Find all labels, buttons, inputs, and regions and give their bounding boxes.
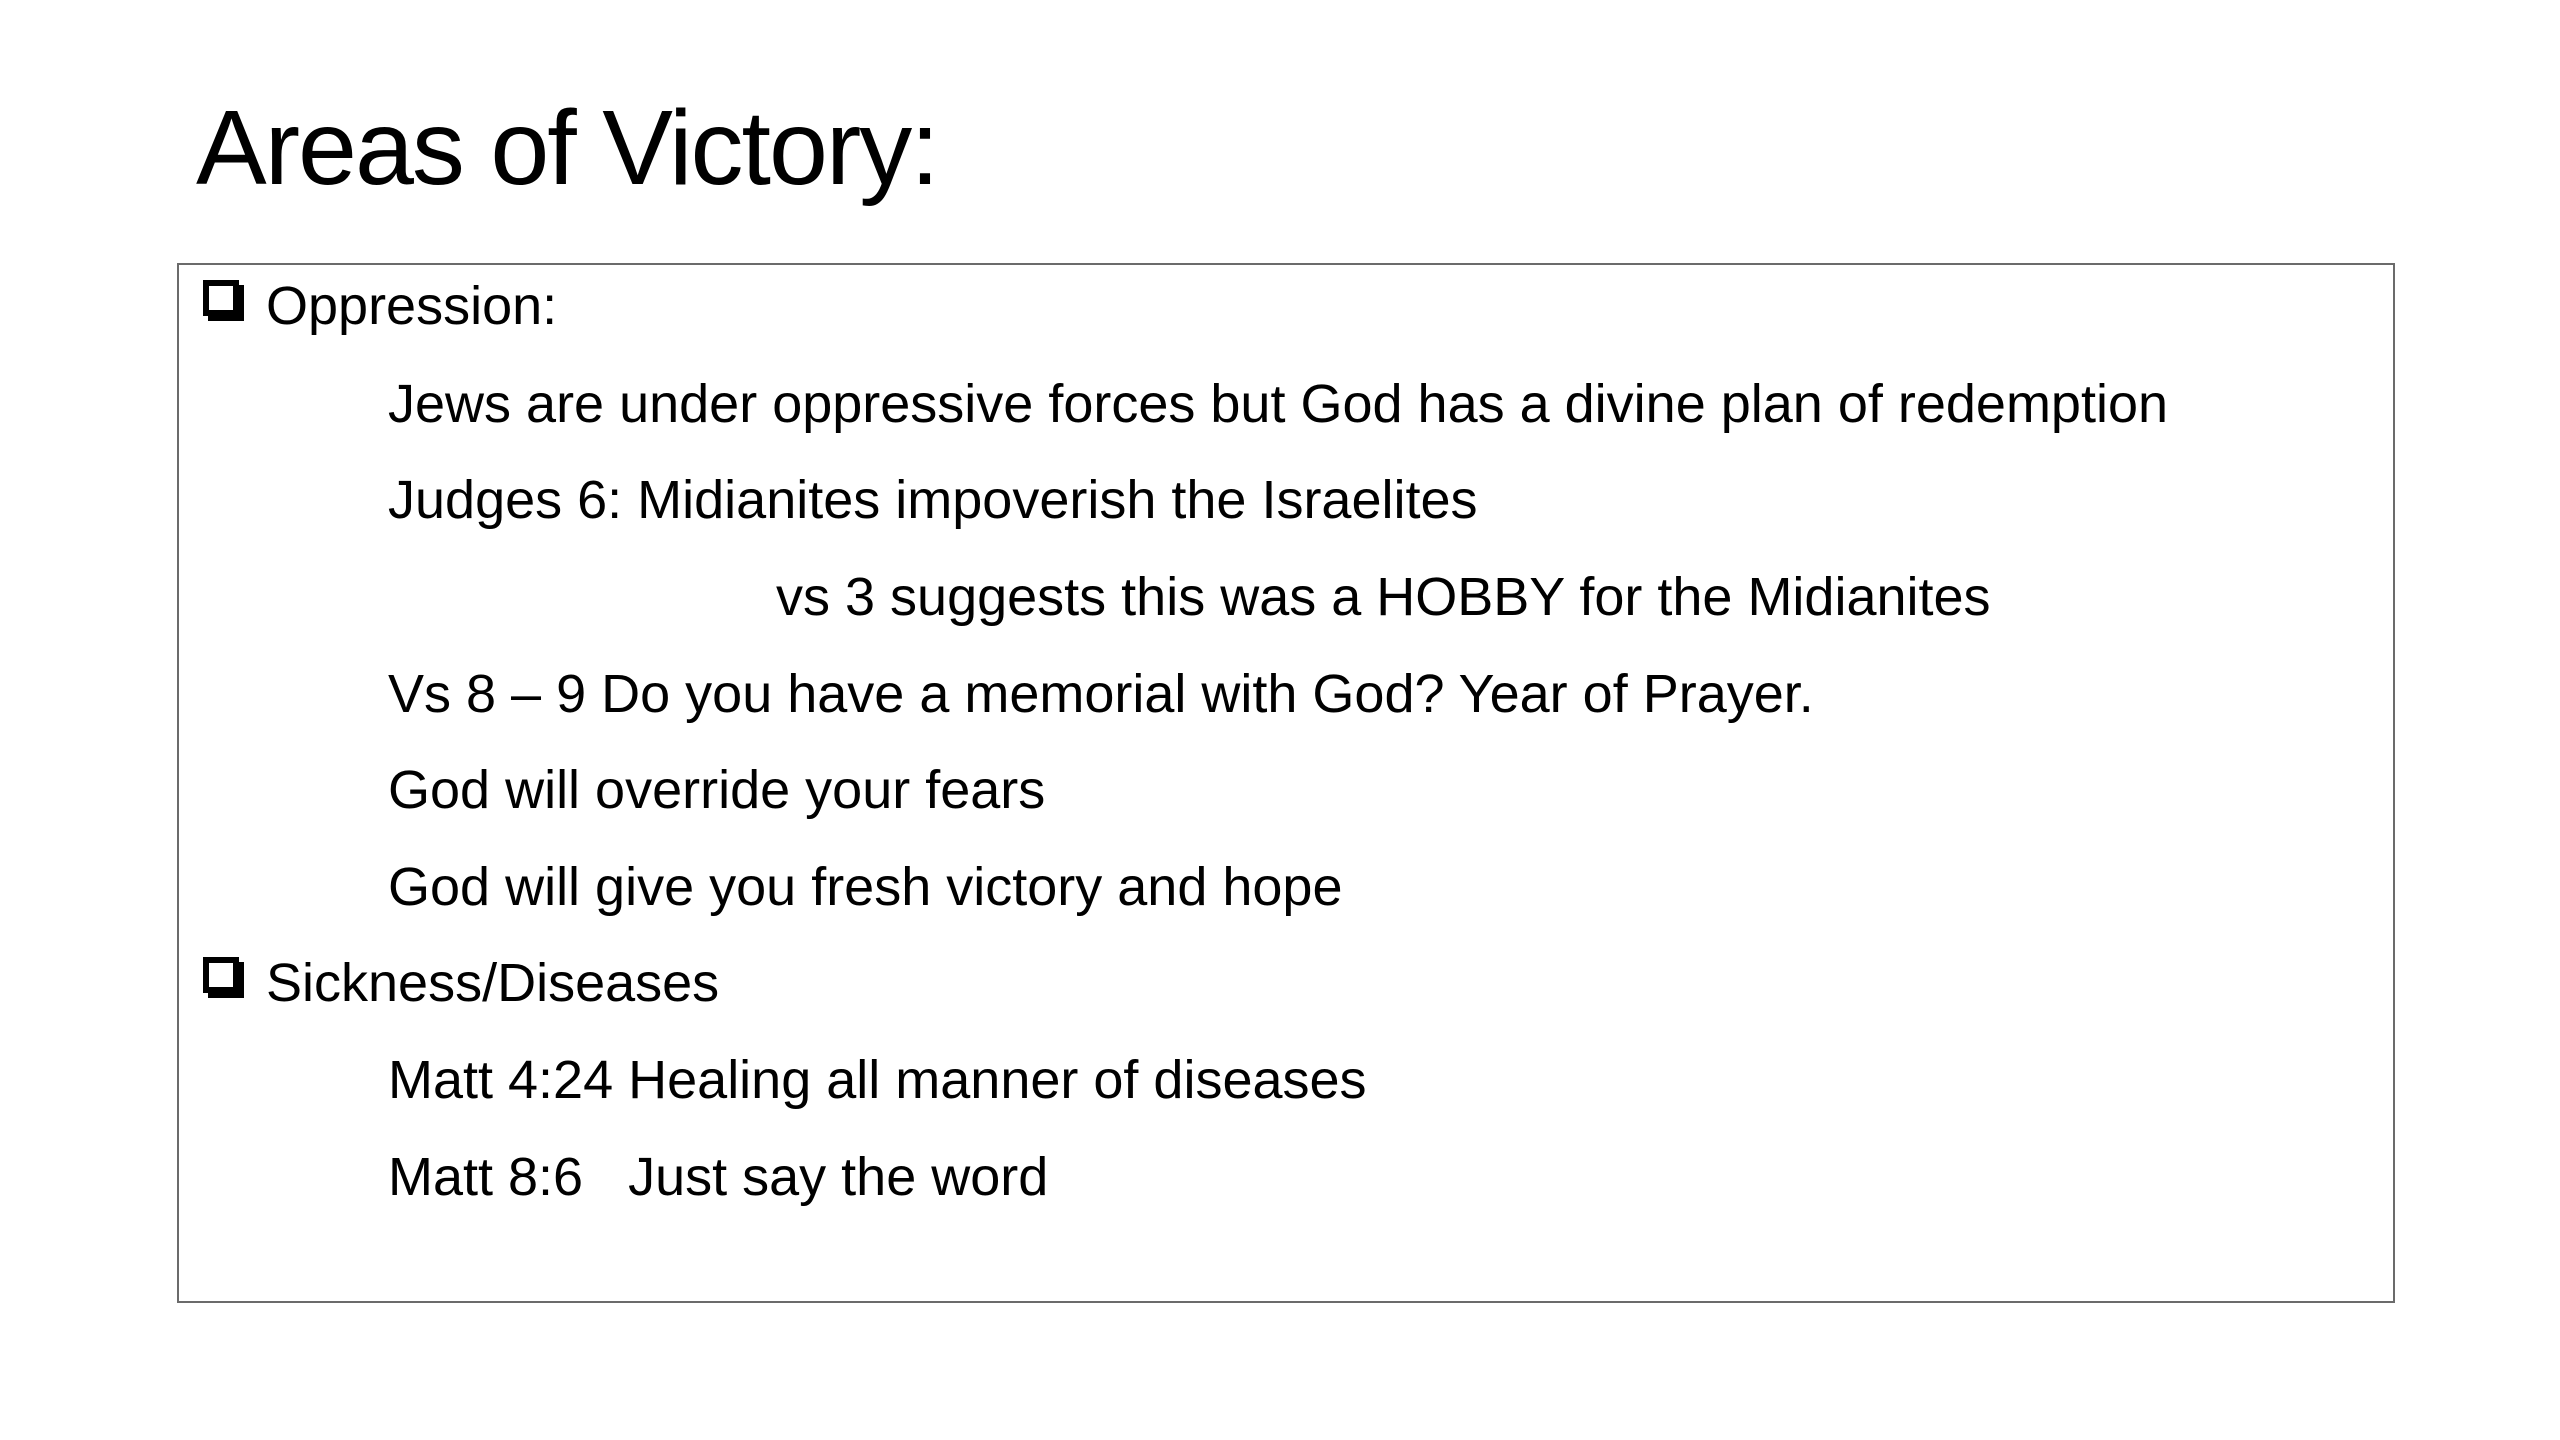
list-item: Matt 4:24 Healing all manner of diseases [388, 1050, 1367, 1110]
list-item: Matt 8:6 Just say the word [388, 1147, 1049, 1207]
list-item: vs 3 suggests this was a HOBBY for the Midianites [776, 567, 1991, 627]
list-item: Judges 6: Midianites impoverish the Israelites [388, 470, 1478, 530]
list-item: God will give you fresh victory and hope [388, 857, 1343, 917]
list-item: Vs 8 – 9 Do you have a memorial with God? Year of Prayer. [388, 664, 1814, 724]
checkbox-bullet-icon [203, 280, 239, 316]
list-item: Jews are under oppressive forces but God has a divine plan of redemption [388, 374, 2169, 434]
slide-title: Areas of Victory: [196, 89, 938, 207]
list-item: God will override your fears [388, 760, 1046, 820]
bullet-heading-oppression: Oppression: [266, 276, 558, 336]
bullet-heading-sickness: Sickness/Diseases [266, 953, 720, 1013]
checkbox-bullet-icon [203, 957, 239, 993]
